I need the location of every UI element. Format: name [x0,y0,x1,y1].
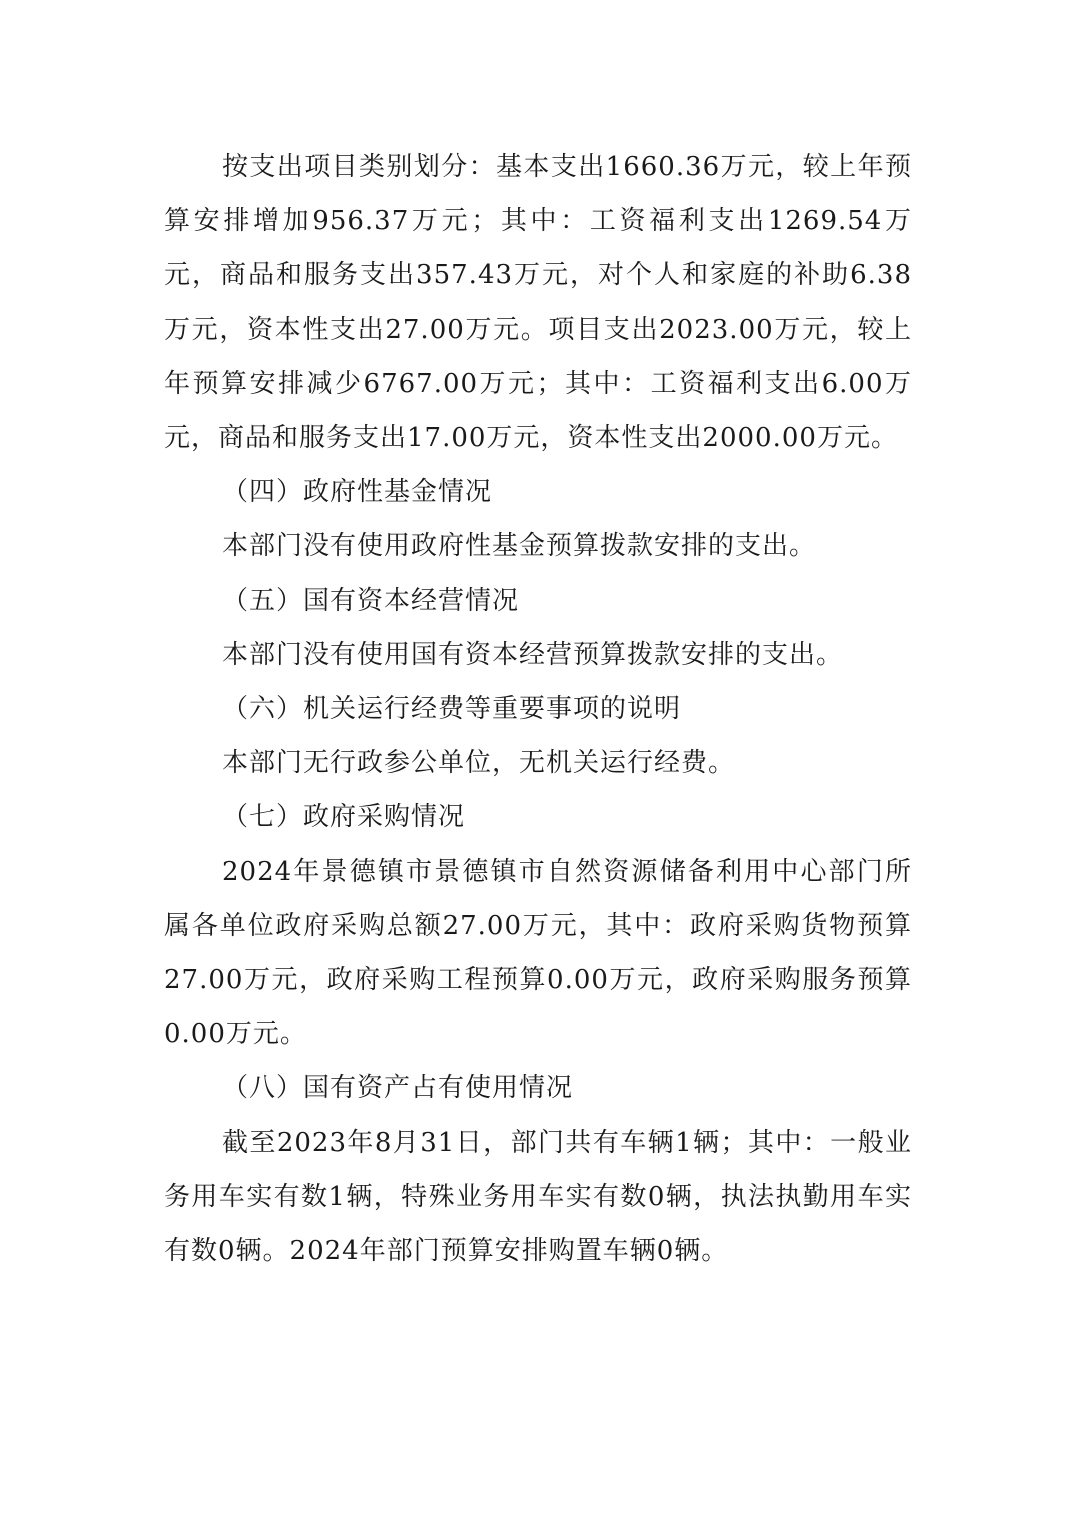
procurement-paragraph: 2024年景德镇市景德镇市自然资源储备利用中心部门所属各单位政府采购总额27.00万元，其中：政府采购货物预算27.00万元，政府采购工程预算0.00万元，政府采购服务预算0.00万元。 [164,856,912,1050]
state-capital-paragraph: 本部门没有使用国有资本经营预算拨款安排的支出。 [222,639,844,670]
expenditure-category-paragraph: 按支出项目类别划分：基本支出1660.36万元，较上年预算安排增加956.37万元；其中：工资福利支出1269.54万元，商品和服务支出357.43万元，对个人和家庭的补助6.38万元，资本性支出27.00万元。项目支出2023.00万元，较上年预算安排减少6767.00万元；其中：工资福利支出6.00万元，商品和服务支出17.00万元，资本性支出2000.00万元。 [164,152,912,454]
section-heading-procurement: （七）政府采购情况 [222,802,466,833]
operating-expenses-paragraph: 本部门无行政参公单位，无机关运行经费。 [222,748,736,779]
government-funds-paragraph: 本部门没有使用政府性基金预算拨款安排的支出。 [222,531,817,562]
section-heading-operating-expenses: （六）机关运行经费等重要事项的说明 [222,694,682,725]
section-heading-state-assets: （八）国有资产占有使用情况 [222,1073,574,1104]
section-heading-state-capital: （五）国有资本经营情况 [222,585,520,616]
document-page [164,140,912,1278]
state-assets-paragraph: 截至2023年8月31日，部门共有车辆1辆；其中：一般业务用车实有数1辆，特殊业务用车实有数0辆，执法执勤用车实有数0辆。2024年部门预算安排购置车辆0辆。 [164,1127,912,1267]
section-heading-government-funds: （四）政府性基金情况 [222,477,493,508]
